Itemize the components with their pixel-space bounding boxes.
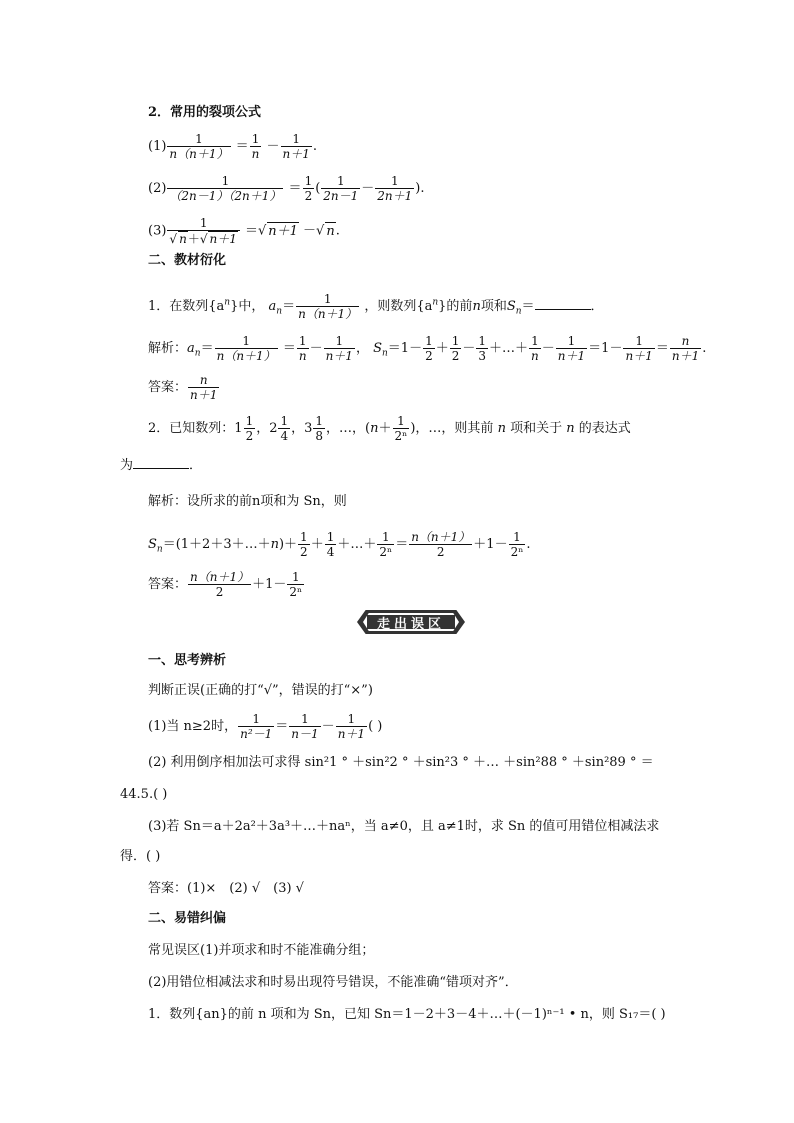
fraction: $\frac{1}{2n-1}$ [323, 174, 359, 203]
fraction: $\frac{1}{n(n+1)}$ [169, 132, 229, 161]
question-text: 为 [120, 458, 134, 473]
question-text: ，则数列{a [364, 299, 433, 314]
section-heading: 一、思考辨析 [148, 653, 227, 668]
question-text: ，…，则其前 [415, 421, 494, 436]
formula-1: (1) $\frac{1}{n(n+1)}$ ＝ $\frac{1}{n}$ － $\frac{1}{n+1}$ . [148, 132, 318, 161]
question-text: 的表达式 [578, 421, 631, 436]
fraction: $\frac{1}{n(n+1)}$ [216, 334, 276, 363]
fraction: $\frac{1}{n+1}$ [282, 132, 310, 161]
fraction: $\frac{1}{2n+1}$ [377, 174, 413, 203]
section-banner [357, 610, 465, 634]
section-heading: 二、教材衍化 [148, 253, 227, 268]
formula-label: (2) [148, 181, 167, 196]
item-text: ( ) [368, 719, 383, 734]
formula-label: (1) [148, 139, 167, 154]
judge-instruction: 判断正误(正确的打“√”，错误的打“×”) [148, 683, 373, 698]
question-2: 2．已知数列：1 $\frac{1}{2}$ ，2 $\frac{1}{4}$ ，3 $\frac{1}{8}$ ，…，(n＋ $\frac{1}{\text{2ⁿ}}$ )，…，则其前 n 项和关于 n 的表达式 [148, 414, 631, 443]
question-text: 项和关于 [510, 421, 563, 436]
question-text: 1．在数列{a [148, 299, 225, 314]
question-2-cont: 为 ． [120, 458, 203, 473]
answer-blank [133, 456, 189, 469]
fraction: $\frac{1}{n+1}$ [557, 334, 586, 363]
fraction: $\frac{1}{2}$ [425, 334, 433, 363]
fraction: $\frac{1}{n+1}$ [325, 334, 353, 363]
question-text: }中， [230, 299, 265, 314]
fraction: $\frac{1}{(2n-1)(2n+1)}$ [169, 174, 282, 203]
fraction: $\frac{1}{n}$ [251, 132, 260, 161]
solution-1: 解析：$a_n=$ $\frac{1}{n(n+1)}$ ＝ $\frac{1}{n}$ － $\frac{1}{n+1}$ ， $S_n=1-$ $\frac{1}{2}$ ＋ $\frac{1}{2}$ － $\frac{1}{3}$ ＋…＋ $\frac{1}{n}$ － $\frac{1}{n+1}$ ＝1－ $\frac{1}{n+1}$ ＝ $\frac{n}{n+1}$ . [148, 334, 707, 363]
question-text: ＝ [521, 299, 535, 314]
answer-label: 答案： [148, 380, 188, 395]
fraction: $\frac{1}{√ n+√ n+1}$ [167, 216, 239, 246]
fraction: $\frac{1}{n}$ [298, 334, 307, 363]
fraction: $\frac{1}{n}$ [531, 334, 539, 363]
judge-item-1: (1)当 n≥2时， $\frac{1}{\text{n²－1}}$ ＝ $\frac{1}{n-1}$ － $\frac{1}{n+1}$ ( ) [148, 712, 383, 741]
formula-2: (2) $\frac{1}{(2n-1)(2n+1)}$ ＝ $\frac{1}{2}$ ( $\frac{1}{2n-1}$ － $\frac{1}{2n+1}$ ). [148, 174, 425, 203]
answer-1 [148, 373, 220, 402]
fraction: $\frac{1}{3}$ [478, 334, 487, 363]
formula-label: (3) [148, 223, 167, 239]
item-text: (1)当 n≥2时， [148, 719, 238, 734]
question-text: }的前 [438, 299, 473, 314]
judge-item-3: (3)若 Sn＝a＋2a²＋3a³＋…＋naⁿ，当 a≠0，且 a≠1时，求 Sn 的值可用错位相减法求 [148, 819, 660, 834]
judge-item-2: (2) 利用倒序相加法可求得 sin²1 ° ＋sin²2 ° ＋sin²3 ° ＋… ＋sin²88 ° ＋sin²89 ° ＝ [148, 755, 654, 770]
fraction: $\frac{1}{n(n+1)}$ [298, 292, 358, 321]
fraction: $\frac{1}{n+1}$ [625, 334, 653, 363]
answer-judge: 答案：(1)× (2) √ (3) √ [148, 881, 304, 896]
fraction: $\frac{n}{n+1}$ [671, 334, 700, 363]
mistake-1: 常见误区(1)并项求和时不能准确分组； [148, 943, 375, 958]
fraction: $\frac{1}{2}$ [304, 174, 313, 203]
banner-text: 走出误区 [376, 616, 445, 632]
solution-2-formula: $S_n=(1+2+3+\dots+n)+$ $\frac{1}{2}$ ＋ $\frac{1}{4}$ ＋…＋ $\frac{1}{\text{2ⁿ}}$ ＝ $\frac{n(n+1)}{2}$ ＋1－ $\frac{1}{\text{2ⁿ}}$ . [148, 530, 531, 559]
answer-blank [535, 297, 591, 310]
question-1: 1．在数列$\{a^n\}$中， $a_n=$ $\frac{1}{n(n+1)}$ ，则数列$\{a^n\}$的前n项和$S_n=$ ． [148, 292, 604, 321]
question-text: 2．已知数列： [148, 421, 235, 436]
mistake-2: (2)用错位相减法求和时易出现符号错误，不能准确“错项对齐”． [148, 975, 518, 990]
section-heading: 二、易错纠偏 [148, 911, 227, 926]
fraction: $\frac{n}{n+1}$ [190, 373, 218, 402]
judge-item-2-cont: 44.5.( ) [120, 787, 168, 802]
question-last: 1．数列{an}的前 n 项和为 Sn，已知 Sn＝1－2＋3－4＋…＋(－1)ⁿ⁻¹ • n，则 S₁₇＝( ) [148, 1007, 666, 1022]
question-text: 项和 [480, 299, 507, 314]
fraction: $\frac{1}{2}$ [451, 334, 460, 363]
section-heading: 2．常用的裂项公式 [148, 105, 262, 120]
formula-3: (3) $\frac{1}{√ n+√ n+1}$ ＝√ n＋1 －√ n. [148, 216, 340, 246]
answer-label: 答案： [148, 577, 188, 592]
answer-2: 答案： $\frac{n(n+1)}{2}$ ＋1－ $\frac{1}{\text{2ⁿ}}$ [148, 570, 303, 599]
solution-label: 解析： [148, 341, 188, 356]
solution-2: 解析：设所求的前n项和为 Sn，则 [148, 494, 347, 509]
judge-item-3-cont: 得．( ) [120, 849, 161, 864]
